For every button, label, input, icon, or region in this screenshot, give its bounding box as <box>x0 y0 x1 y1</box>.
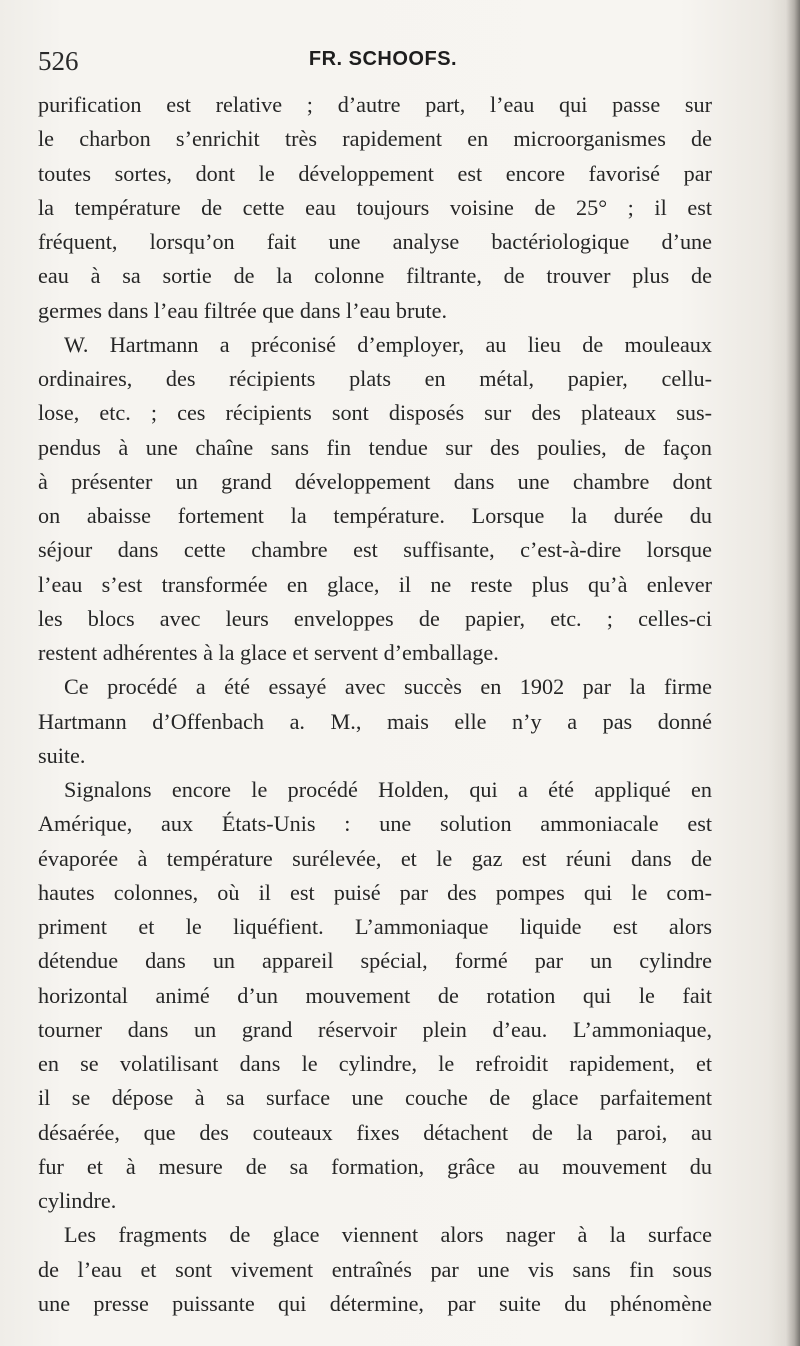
text-line: germes dans l’eau filtrée que dans l’eau brute. <box>38 297 448 323</box>
text-line: désaérée, que des couteaux fixes détachent de la paroi, au <box>38 1119 712 1145</box>
page-number: 526 <box>38 46 79 76</box>
text-line: Les fragments de glace viennent alors nager à la surface <box>64 1222 712 1248</box>
text-line: fur et à mesure de sa formation, grâce au mouvement du <box>38 1153 712 1179</box>
text-line: il se dépose à sa surface une couche de glace parfaitement <box>38 1085 712 1111</box>
text-line: à présenter un grand développement dans une chambre dont <box>38 468 712 494</box>
text-line: une presse puissante qui détermine, par suite du phénomène <box>38 1290 712 1316</box>
page-header <box>38 44 728 76</box>
text-line: de l’eau et sont vivement entraînés par une vis sans fin sous <box>38 1256 712 1282</box>
text-line: en se volatilisant dans le cylindre, le refroidit rapidement, et <box>38 1051 712 1076</box>
text-line: tourner dans un grand réservoir plein d’eau. L’ammoniaque, <box>38 1016 712 1042</box>
text-line: lose, etc. ; ces récipients sont disposés sur des plateaux sus- <box>38 400 712 426</box>
text-line: les blocs avec leurs enveloppes de papier, etc. ; celles-ci <box>38 605 712 631</box>
text-line: purification est relative ; d’autre part, l’eau qui passe sur <box>38 92 712 117</box>
text-line: eau à sa sortie de la colonne filtrante, de trouver plus de <box>38 263 712 289</box>
text-line: Amérique, aux États-Unis : une solution ammoniacale est <box>38 811 712 837</box>
text-line: toutes sortes, dont le développement est encore favorisé par <box>38 160 712 186</box>
text-line: le charbon s’enrichit très rapidement en microorganismes de <box>38 126 712 152</box>
running-head: FR. SCHOOFS. <box>308 48 458 70</box>
text-line: ordinaires, des récipients plats en métal, papier, cellu- <box>38 366 712 391</box>
text-line: restent adhérentes à la glace et servent d’emballage. <box>38 640 499 665</box>
text-line: on abaisse fortement la température. Lorsque la durée du <box>38 503 712 528</box>
text-line: Ce procédé a été essayé avec succès en 1902 par la firme <box>64 674 712 700</box>
text-line: Signalons encore le procédé Holden, qui a été appliqué en <box>64 777 712 802</box>
text-line: la température de cette eau toujours voisine de 25° ; il est <box>38 194 712 220</box>
text-line: l’eau s’est transformée en glace, il ne reste plus qu’à enlever <box>38 571 712 597</box>
text-line: horizontal animé d’un mouvement de rotation qui le fait <box>38 982 712 1008</box>
text-line: séjour dans cette chambre est suffisante, c’est-à-dire lorsque <box>38 537 712 563</box>
page-edge-shadow <box>786 0 800 1346</box>
text-line: pendus à une chaîne sans fin tendue sur des poulies, de façon <box>38 434 712 460</box>
text-line: priment et le liquéfient. L’ammoniaque liquide est alors <box>38 914 712 939</box>
text-line: détendue dans un appareil spécial, formé par un cylindre <box>38 948 712 974</box>
body-text <box>38 88 712 1321</box>
text-line: W. Hartmann a préconisé d’employer, au lieu de mouleaux <box>64 331 712 357</box>
text-line: évaporée à température surélevée, et le gaz est réuni dans de <box>38 845 712 871</box>
text-line: fréquent, lorsqu’on fait une analyse bactériologique d’une <box>38 229 712 254</box>
text-line: cylindre. <box>38 1188 117 1213</box>
text-line: Hartmann d’Offenbach a. M., mais elle n’y a pas donné <box>38 708 712 734</box>
text-line: hautes colonnes, où il est puisé par des pompes qui le com- <box>38 879 712 905</box>
text-line: suite. <box>38 742 86 768</box>
